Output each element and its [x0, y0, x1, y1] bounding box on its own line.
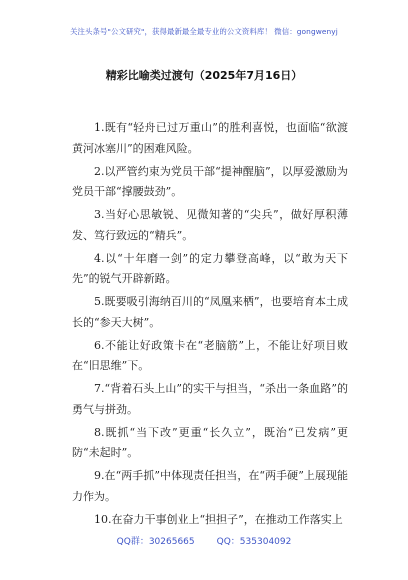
paragraph: 5.既要吸引海纳百川的“凤凰来栖”，也要培育本土成长的“参天大树”。: [72, 295, 348, 329]
header-banner: 关注头条号"公文研究"，获得最新最全最专业的公文资料库！ 微信：gongwenyj: [70, 27, 338, 36]
paragraph: 6.不能让好政策卡在“老脑筋”上，不能让好项目败在“旧思维”下。: [72, 338, 348, 372]
paragraph: 8.既抓“当下改”更重“长久立”，既治“已发病”更防“未起时”。: [72, 425, 348, 459]
paragraph: 3.当好心思敏锐、见微知著的“尖兵”，做好厚积薄发、笃行致远的“精兵”。: [72, 208, 348, 242]
document-body: [72, 118, 348, 533]
paragraph: 2.以严管约束为党员干部“提神醒脑”，以厚爱激励为党员干部“撑腰鼓劲”。: [72, 164, 348, 198]
paragraph: 7.“背着石头上山”的实干与担当，“杀出一条血路”的勇气与拼劲。: [72, 382, 348, 416]
paragraph: 9.在“两手抓”中体现责任担当，在“两手硬”上展现能力作为。: [72, 469, 348, 503]
footer-contact: [0, 534, 408, 547]
paragraph: 1.既有“轻舟已过万重山”的胜利喜悦，也面临“欲渡黄河冰塞川”的困难风险。: [72, 121, 348, 155]
paragraph: 4.以“十年磨一剑”的定力攀登高峰，以“敢为天下先”的锐气开辟新路。: [72, 251, 348, 285]
footer-qq-group: QQ群：30265665: [116, 537, 195, 547]
footer-qq: QQ：535304092: [216, 537, 292, 547]
paragraph: 10.在奋力干事创业上“担担子”，在推动工作落实上: [94, 512, 343, 526]
document-title: 精彩比喻类过渡句（2025年7月16日）: [105, 69, 303, 82]
